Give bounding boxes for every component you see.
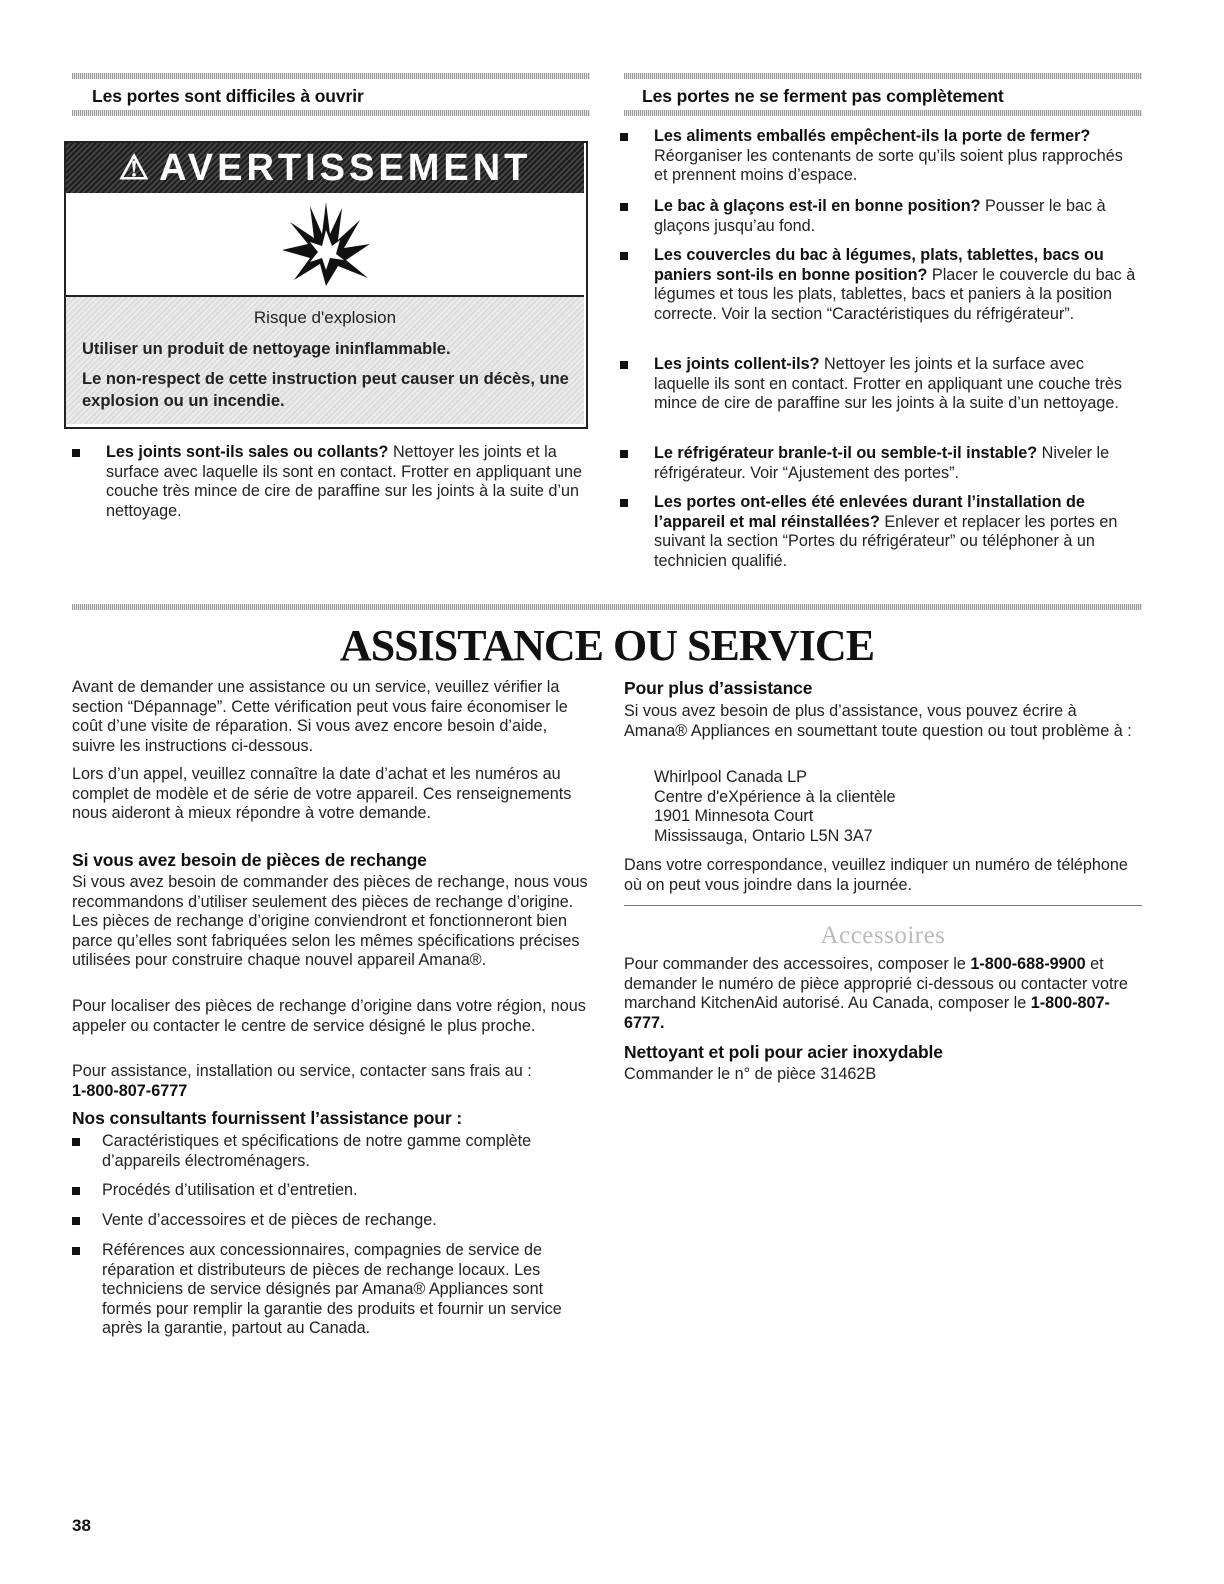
parts-paragraph-3: Pour assistance, installation ou service, contacter sans frais au : (72, 1062, 532, 1080)
bullet-question: Le bac à glaçons est-il en bonne position? (654, 197, 981, 215)
bullet-icon (620, 499, 628, 507)
intro-paragraph-1: Avant de demander une assistance ou un service, veuillez vérifier la section “Dépannage”. Cette vérification peut vous faire économiser le coût d’une visite de réparation. Si vous avez encore besoin d’aide, suivre les instructions ci-dessous. (72, 678, 568, 755)
bullet-icon (620, 133, 628, 141)
bullet-answer: Nettoyer les joints et la surface avec laquelle ils sont en contact. Frotter en appliquant une couche très mince de cire de paraffine sur les joints à la suite d’un nettoyage. (654, 355, 1122, 413)
list-item (620, 355, 1140, 414)
accessories-phone-2: 1-800-807-6777. (624, 994, 1110, 1032)
address-line: 1901 Minnesota Court (654, 807, 814, 825)
list-item (72, 1181, 592, 1201)
warning-banner (66, 143, 584, 193)
bullet-answer: Placer le couvercle du bac à légumes et tous les plats, tablettes, bacs et paniers à la position correcte. Voir la section “Caractéristiques du réfrigérateur”. (654, 265, 1136, 323)
section-rule-top-left (72, 73, 590, 79)
warning-line-2: Le non-respect de cette instruction peut causer un décès, une explosion ou un incendie. (82, 370, 569, 410)
bullet-answer: Enlever et replacer les portes en suivant la section “Portes du réfrigérateur” ou téléphoner à un technicien qualifié. (654, 512, 1118, 570)
bullet-icon (72, 449, 80, 457)
list-item (72, 443, 592, 521)
bullet-question: Les aliments emballés empêchent-ils la porte de fermer? (654, 127, 1091, 145)
bullet-question: Le réfrigérateur branle-t-il ou semble-t-il instable? (654, 444, 1038, 462)
list-item (620, 127, 1140, 186)
bullet-question: Les portes ont-elles été enlevées durant l’installation de l’appareil et mal réinstallées? (654, 493, 1085, 531)
bullet-icon (620, 450, 628, 458)
list-item (72, 1211, 592, 1231)
more-assistance-text: Si vous avez besoin de plus d’assistance, vous pouvez écrire à Amana® Appliances en soumettant toute question ou tout problème à : (624, 702, 1132, 740)
heading-more-assistance: Pour plus d’assistance (624, 678, 813, 698)
bullet-icon (72, 1217, 80, 1225)
stainless-cleaner-text: Commander le n° de pièce 31462B (624, 1065, 877, 1083)
list-item (72, 1132, 592, 1171)
bullet-icon (72, 1187, 80, 1195)
bullet-answer: Réorganiser les contenants de sorte qu’ils soient plus rapprochés et prennent moins d’espace. (654, 146, 1123, 185)
accessories-title: Accessoires (820, 922, 946, 949)
bullet-question: Les joints collent-ils? (654, 355, 820, 373)
address-line: Mississauga, Ontario L5N 3A7 (654, 827, 873, 845)
address-line: Centre d'eXpérience à la clientèle (654, 788, 896, 806)
bullet-answer: Niveler le réfrigérateur. Voir “Ajustement des portes”. (654, 444, 1110, 482)
consult-item-text: Vente d’accessoires et de pièces de rechange. (102, 1211, 437, 1229)
consult-item-text: Caractéristiques et spécifications de notre gamme complète d’appareils électroménagers. (102, 1132, 532, 1170)
heading-doors-hard-to-open: Les portes sont difficiles à ouvrir (92, 86, 364, 106)
heading-replacement-parts: Si vous avez besoin de pièces de rechange (72, 850, 427, 870)
warning-banner-label: AVERTISSEMENT (159, 146, 532, 189)
correspondence-text: Dans votre correspondance, veuillez indiquer un numéro de téléphone où on peut vous joindre dans la journée. (624, 856, 1128, 894)
page-number: 38 (72, 1516, 91, 1535)
bullet-icon (620, 252, 628, 260)
divider (624, 905, 1142, 906)
service-phone: 1-800-807-6777 (72, 1082, 188, 1100)
warning-line-1: Utiliser un produit de nettoyage ininflammable. (82, 340, 451, 358)
parts-paragraph-1: Si vous avez besoin de commander des pièces de rechange, nous vous recommandons d’utiliser seulement des pièces de rechange d’origine. Les pièces de rechange d’origine conviendront et fonctionneront bien parce qu’elles sont fabriquées selon les mêmes spécifications précises utilisées pour construire chaque nouvel appareil Amana®. (72, 873, 588, 970)
heading-stainless-cleaner: Nettoyant et poli pour acier inoxydable (624, 1042, 943, 1062)
consult-item-text: Procédés d’utilisation et d’entretien. (102, 1181, 358, 1199)
bullet-icon (72, 1247, 80, 1255)
section-rule-top-left-under (72, 110, 590, 116)
accessories-text-b: et demander le numéro de pièce approprié ci-dessous ou contacter votre marchand KitchenAid autorisé. Au Canada, composer le (624, 955, 1128, 1013)
section-rule-main (72, 604, 1142, 610)
list-item (620, 493, 1140, 571)
warning-triangle-icon: ⚠ (118, 149, 154, 187)
address-line: Whirlpool Canada LP (654, 768, 807, 786)
bullet-icon (72, 1138, 80, 1146)
page-title: ASSISTANCE OU SERVICE (339, 621, 875, 670)
list-item (620, 444, 1140, 483)
parts-paragraph-2: Pour localiser des pièces de rechange d’origine dans votre région, nous appeler ou contacter le centre de service désigné le plus proche. (72, 997, 586, 1035)
bullet-question: Les couvercles du bac à légumes, plats, tablettes, bacs ou paniers sont-ils en bonne position? (654, 246, 1104, 284)
intro-paragraph-2: Lors d’un appel, veuillez connaître la date d’achat et les numéros au complet de modèle et de série de votre appareil. Ces renseignements nous aideront à mieux répondre à votre demande. (72, 765, 572, 823)
list-item (72, 1241, 592, 1339)
accessories-text-a: Pour commander des accessoires, composer le (624, 955, 971, 973)
bullet-answer: Pousser le bac à glaçons jusqu’au fond. (654, 197, 1106, 235)
accessories-text (624, 955, 1142, 1033)
bullet-question: Les joints sont-ils sales ou collants? (106, 443, 389, 461)
consult-item-text: Références aux concessionnaires, compagnies de service de réparation et distributeurs de pièces de rechange locaux. Les techniciens de service désignés par Amana® Appliances sont formés pour remplir la garantie des produits et fournir un service après la garantie, partout au Canada. (102, 1241, 562, 1338)
warning-risk: Risque d'explosion (253, 308, 397, 327)
explosion-icon (280, 200, 372, 288)
list-item (620, 197, 1140, 236)
list-item (620, 246, 1140, 324)
bullet-answer: Nettoyer les joints et la surface avec laquelle ils sont en contact. Frotter en appliquant une couche très mince de cire de paraffine sur les joints à la suite d’un nettoyage. (106, 443, 583, 520)
heading-consultants: Nos consultants fournissent l’assistance pour : (72, 1108, 463, 1128)
section-rule-top-right-under (624, 110, 1142, 116)
section-rule-top-right (624, 73, 1142, 79)
bullet-icon (620, 203, 628, 211)
accessories-phone-1: 1-800-688-9900 (970, 955, 1086, 973)
bullet-icon (620, 361, 628, 369)
heading-doors-not-closing: Les portes ne se ferment pas complètement (642, 86, 1004, 106)
